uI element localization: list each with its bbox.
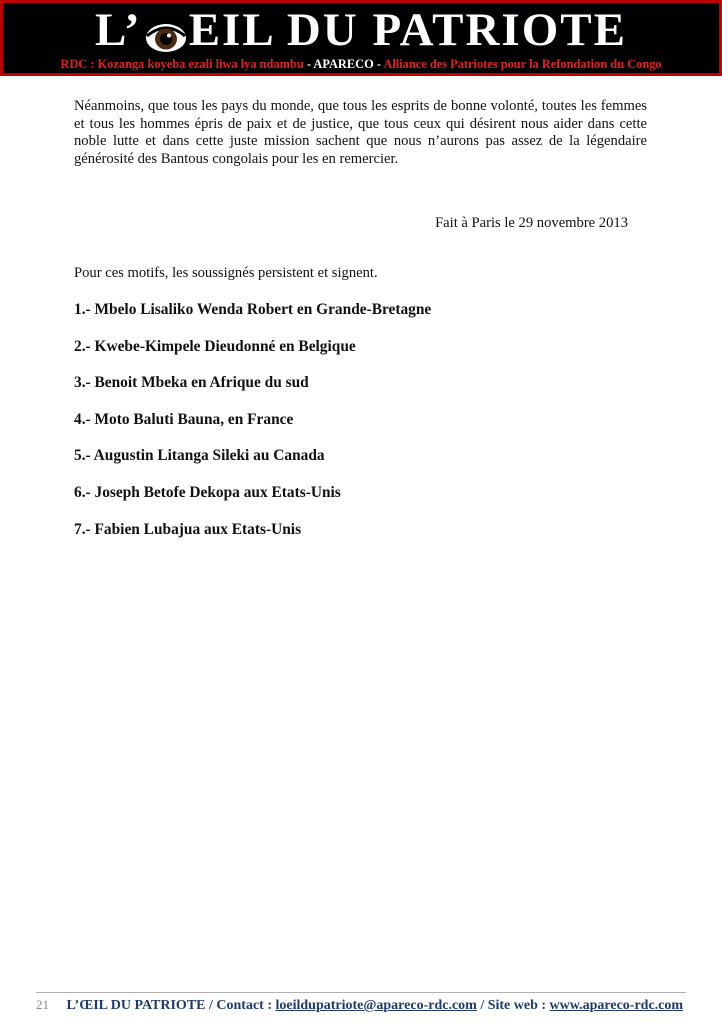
page-number: 21 xyxy=(36,997,49,1012)
date-line: Fait à Paris le 29 novembre 2013 xyxy=(435,215,628,231)
signatory-item: 3.- Benoit Mbeka en Afrique du sud xyxy=(74,374,309,392)
signatory-item: 6.- Joseph Betofe Dekopa aux Etats-Unis xyxy=(74,483,341,501)
signatory-item: 7.- Fabien Lubajua aux Etats-Unis xyxy=(74,520,302,538)
masthead-tagline xyxy=(3,55,719,73)
signatory-item: 5.- Augustin Litanga Sileki au Canada xyxy=(74,447,325,465)
tagline-alliance: Alliance des Patriotes pour la Refondation du Congo xyxy=(383,57,662,71)
footer-divider xyxy=(36,992,686,993)
masthead-title-main: EIL DU PATRIOTE xyxy=(188,4,627,56)
signatory-item: 2.- Kwebe-Kimpele Dieudonné en Belgique xyxy=(74,337,356,355)
eye-icon xyxy=(144,13,188,45)
masthead-title xyxy=(3,4,719,56)
closing-paragraph: Néanmoins, que tous les pays du monde, que tous les esprits de bonne volonté, toutes les femmes et tous les hommes épris de paix et de justice, que tous ceux qui désirent nous aider dans cette noble lutte et dans cette juste mission sachent que nous n’aurons pas assez de la légendaire générosité des Bantous congolais pour les en remercier. xyxy=(74,98,647,167)
footer-separator: / Site web : xyxy=(480,998,547,1013)
footer-label: L’ŒIL DU PATRIOTE / Contact : xyxy=(66,998,272,1013)
signatory-item: 1.- Mbelo Lisaliko Wenda Robert en Grande-Bretagne xyxy=(74,301,432,318)
signatories-list xyxy=(74,300,647,556)
page-footer xyxy=(36,996,686,1015)
tagline-apareco: - APARECO - xyxy=(306,57,381,71)
tagline-lingala: RDC : Kozanga koyeba ezali liwa lya ndambu xyxy=(60,57,304,71)
website-link[interactable]: www.apareco-rdc.com xyxy=(549,998,684,1013)
motifs-line: Pour ces motifs, les soussignés persistent et signent. xyxy=(74,265,378,281)
contact-email-link[interactable]: loeildupatriote@apareco-rdc.com xyxy=(275,998,477,1013)
masthead-banner xyxy=(0,0,722,76)
masthead-title-prefix: L’ xyxy=(95,4,142,56)
signatory-item: 4.- Moto Baluti Bauna, en France xyxy=(74,410,294,428)
